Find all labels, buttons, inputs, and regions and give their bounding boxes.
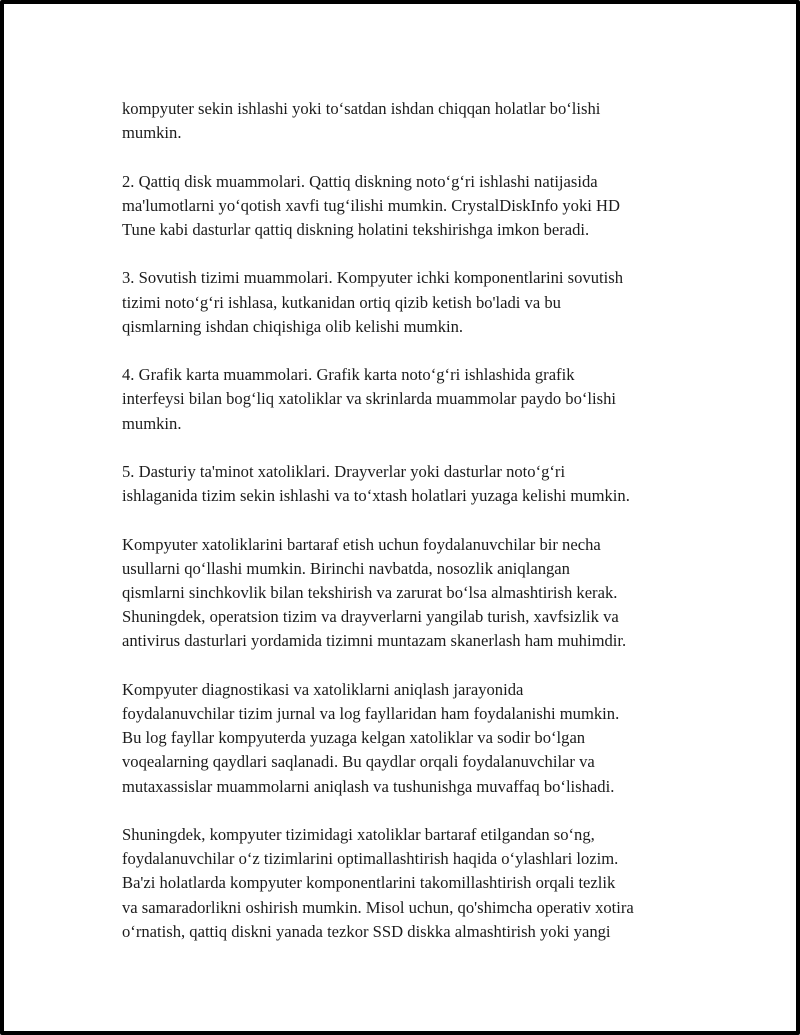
text-line: mumkin. bbox=[122, 123, 182, 143]
text-line: Kompyuter xatoliklarini bartaraf etish uchun foydalanuvchilar bir necha bbox=[122, 534, 601, 554]
text-line: 4. Grafik karta muammolari. Grafik karta noto‘g‘ri ishlashida grafik bbox=[122, 365, 575, 385]
text-line: tizimi noto‘g‘ri ishlasa, kutkanidan ortiq qizib ketish bo'ladi va bu bbox=[122, 292, 561, 312]
paragraph bbox=[122, 266, 722, 339]
text-line: 3. Sovutish tizimi muammolari. Kompyuter ichki komponentlarini sovutish bbox=[122, 268, 623, 288]
text-line: 5. Dasturiy ta'minot xatoliklari. Drayverlar yoki dasturlar noto‘g‘ri bbox=[122, 461, 566, 481]
text-line: ma'lumotlarni yo‘qotish xavfi tug‘ilishi mumkin. CrystalDiskInfo yoki HD bbox=[122, 195, 620, 215]
text-line: antivirus dasturlari yordamida tizimni muntazam skanerlash ham muhimdir. bbox=[122, 631, 627, 651]
text-line: kompyuter sekin ishlashi yoki to‘satdan ishdan chiqqan holatlar bo‘lishi bbox=[122, 99, 601, 118]
document-body bbox=[122, 97, 722, 968]
text-line: qismlarning ishdan chiqishiga olib kelishi mumkin. bbox=[122, 316, 464, 336]
text-line: o‘rnatish, qattiq diskni yanada tezkor SSD diskka almashtirish yoki yangi bbox=[122, 921, 611, 941]
paragraph bbox=[122, 678, 722, 799]
text-line: usullarni qo‘llashi mumkin. Birinchi navbatda, nosozlik aniqlangan bbox=[122, 558, 570, 578]
text-line: mutaxassislar muammolarni aniqlash va tushunishga muvaffaq bo‘lishadi. bbox=[122, 776, 615, 796]
text-line: Bu log fayllar kompyuterda yuzaga kelgan xatoliklar va sodir bo‘lgan bbox=[122, 728, 586, 748]
text-line: voqealarning qaydlari saqlanadi. Bu qaydlar orqali foydalanuvchilar va bbox=[122, 752, 595, 772]
text-line: Ba'zi holatlarda kompyuter komponentlarini takomillashtirish orqali tezlik bbox=[122, 873, 616, 893]
text-line: 2. Qattiq disk muammolari. Qattiq diskning noto‘g‘ri ishlashi natijasida bbox=[122, 171, 598, 191]
text-line: mumkin. bbox=[122, 413, 182, 433]
text-line: Shuningdek, operatsion tizim va drayverlarni yangilab turish, xavfsizlik va bbox=[122, 607, 619, 627]
text-line: foydalanuvchilar tizim jurnal va log fayllaridan ham foydalanishi mumkin. bbox=[122, 703, 620, 723]
paragraph bbox=[122, 460, 722, 508]
text-line: Shuningdek, kompyuter tizimidagi xatoliklar bartaraf etilgandan so‘ng, bbox=[122, 824, 595, 844]
paragraph bbox=[122, 170, 722, 243]
paragraph bbox=[122, 533, 722, 654]
text-line: ishlaganida tizim sekin ishlashi va to‘xtash holatlari yuzaga kelishi mumkin. bbox=[122, 486, 630, 506]
paragraph bbox=[122, 823, 722, 944]
text-line: foydalanuvchilar o‘z tizimlarini optimallashtirish haqida o‘ylashlari lozim. bbox=[122, 849, 619, 869]
text-line: Tune kabi dasturlar qattiq diskning holatini tekshirishga imkon beradi. bbox=[122, 220, 590, 239]
text-line: interfeysi bilan bog‘liq xatoliklar va skrinlarda muammolar paydo bo‘lishi bbox=[122, 389, 617, 409]
text-line: Kompyuter diagnostikasi va xatoliklarni aniqlash jarayonida bbox=[122, 679, 524, 699]
paragraph bbox=[122, 97, 722, 145]
text-line: va samaradorlikni oshirish mumkin. Misol uchun, qo'shimcha operativ xotira bbox=[122, 897, 634, 917]
text-line: qismlarni sinchkovlik bilan tekshirish va zarurat bo‘lsa almashtirish kerak. bbox=[122, 582, 618, 602]
paragraph bbox=[122, 363, 722, 436]
